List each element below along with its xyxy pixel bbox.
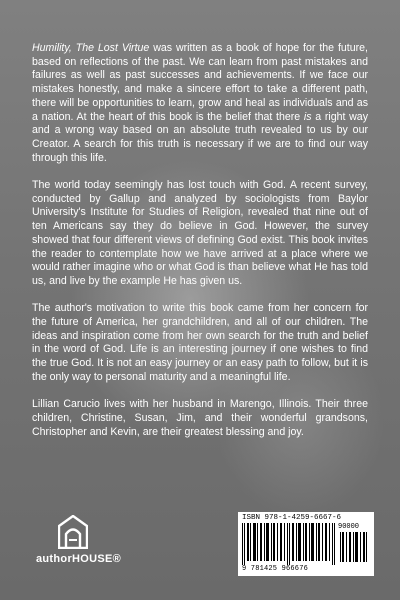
price-code: 90000 (338, 523, 360, 531)
addon-barcode-bars (340, 532, 368, 562)
paragraph-motivation: The author's motivation to write this book came from her concern for the future of America, her grandchildren, and all of our children. The ideas and inspiration come from her own search for the truth and belief in the word of God. Life is an interesting journey if one wishes to find the true God. It is not an easy journey or an easy path to follow, but it is the only way to personal maturity and a meaningful life. (32, 302, 368, 383)
ean-number: 9 781425 966676 (242, 565, 309, 573)
intro-text-a: was written as a book of hope for the future, based on reflections of the past. We can learn from past mistakes and failures as well as past successes and achievements. If we face our mistakes honestly, and make a sincere effort to take a different path, there will be opportunities to learn, grow and heal as individuals and as a nation. At the heart of this book is the belief that there (32, 42, 368, 123)
paragraph-author-bio: Lillian Carucio lives with her husband in Marengo, Illinois. Their three children, Christine, Susan, Jim, and their wonderful grandsons, Christopher and Kevin, are their greatest blessing and joy. (32, 398, 368, 438)
paragraph-survey: The world today seemingly has lost touch with God. A recent survey, conducted by Gallup and analyzed by sociologists from Baylor University's Institute for Studies of Religion, revealed that nine out of ten Americans say they do believe in God. However, the survey showed that four different views of defining God exist. This book invites the reader to contemplate how we have arrived at a place where we would rather imagine who or what God is than believe what He has told us, and live by the example He has given us. (32, 179, 368, 287)
barcode (238, 512, 374, 576)
book-title: Humility, The Lost Virtue (32, 42, 150, 54)
publisher-logo (36, 515, 126, 575)
emphasis-is: is (303, 110, 312, 123)
barcode-bars (242, 523, 336, 565)
intro-text-b: a right way and a wrong way based on an absolute truth revealed to us by our Creator. A search for this truth is necessary if we are to find our way through this life. (32, 110, 368, 164)
authorhouse-house-icon (58, 515, 88, 549)
isbn-text: ISBN 978-1-4259-6667-6 (242, 514, 342, 522)
paragraph-intro (32, 42, 368, 165)
back-cover-text (32, 42, 368, 453)
publisher-name: authorHOUSE® (36, 553, 122, 565)
